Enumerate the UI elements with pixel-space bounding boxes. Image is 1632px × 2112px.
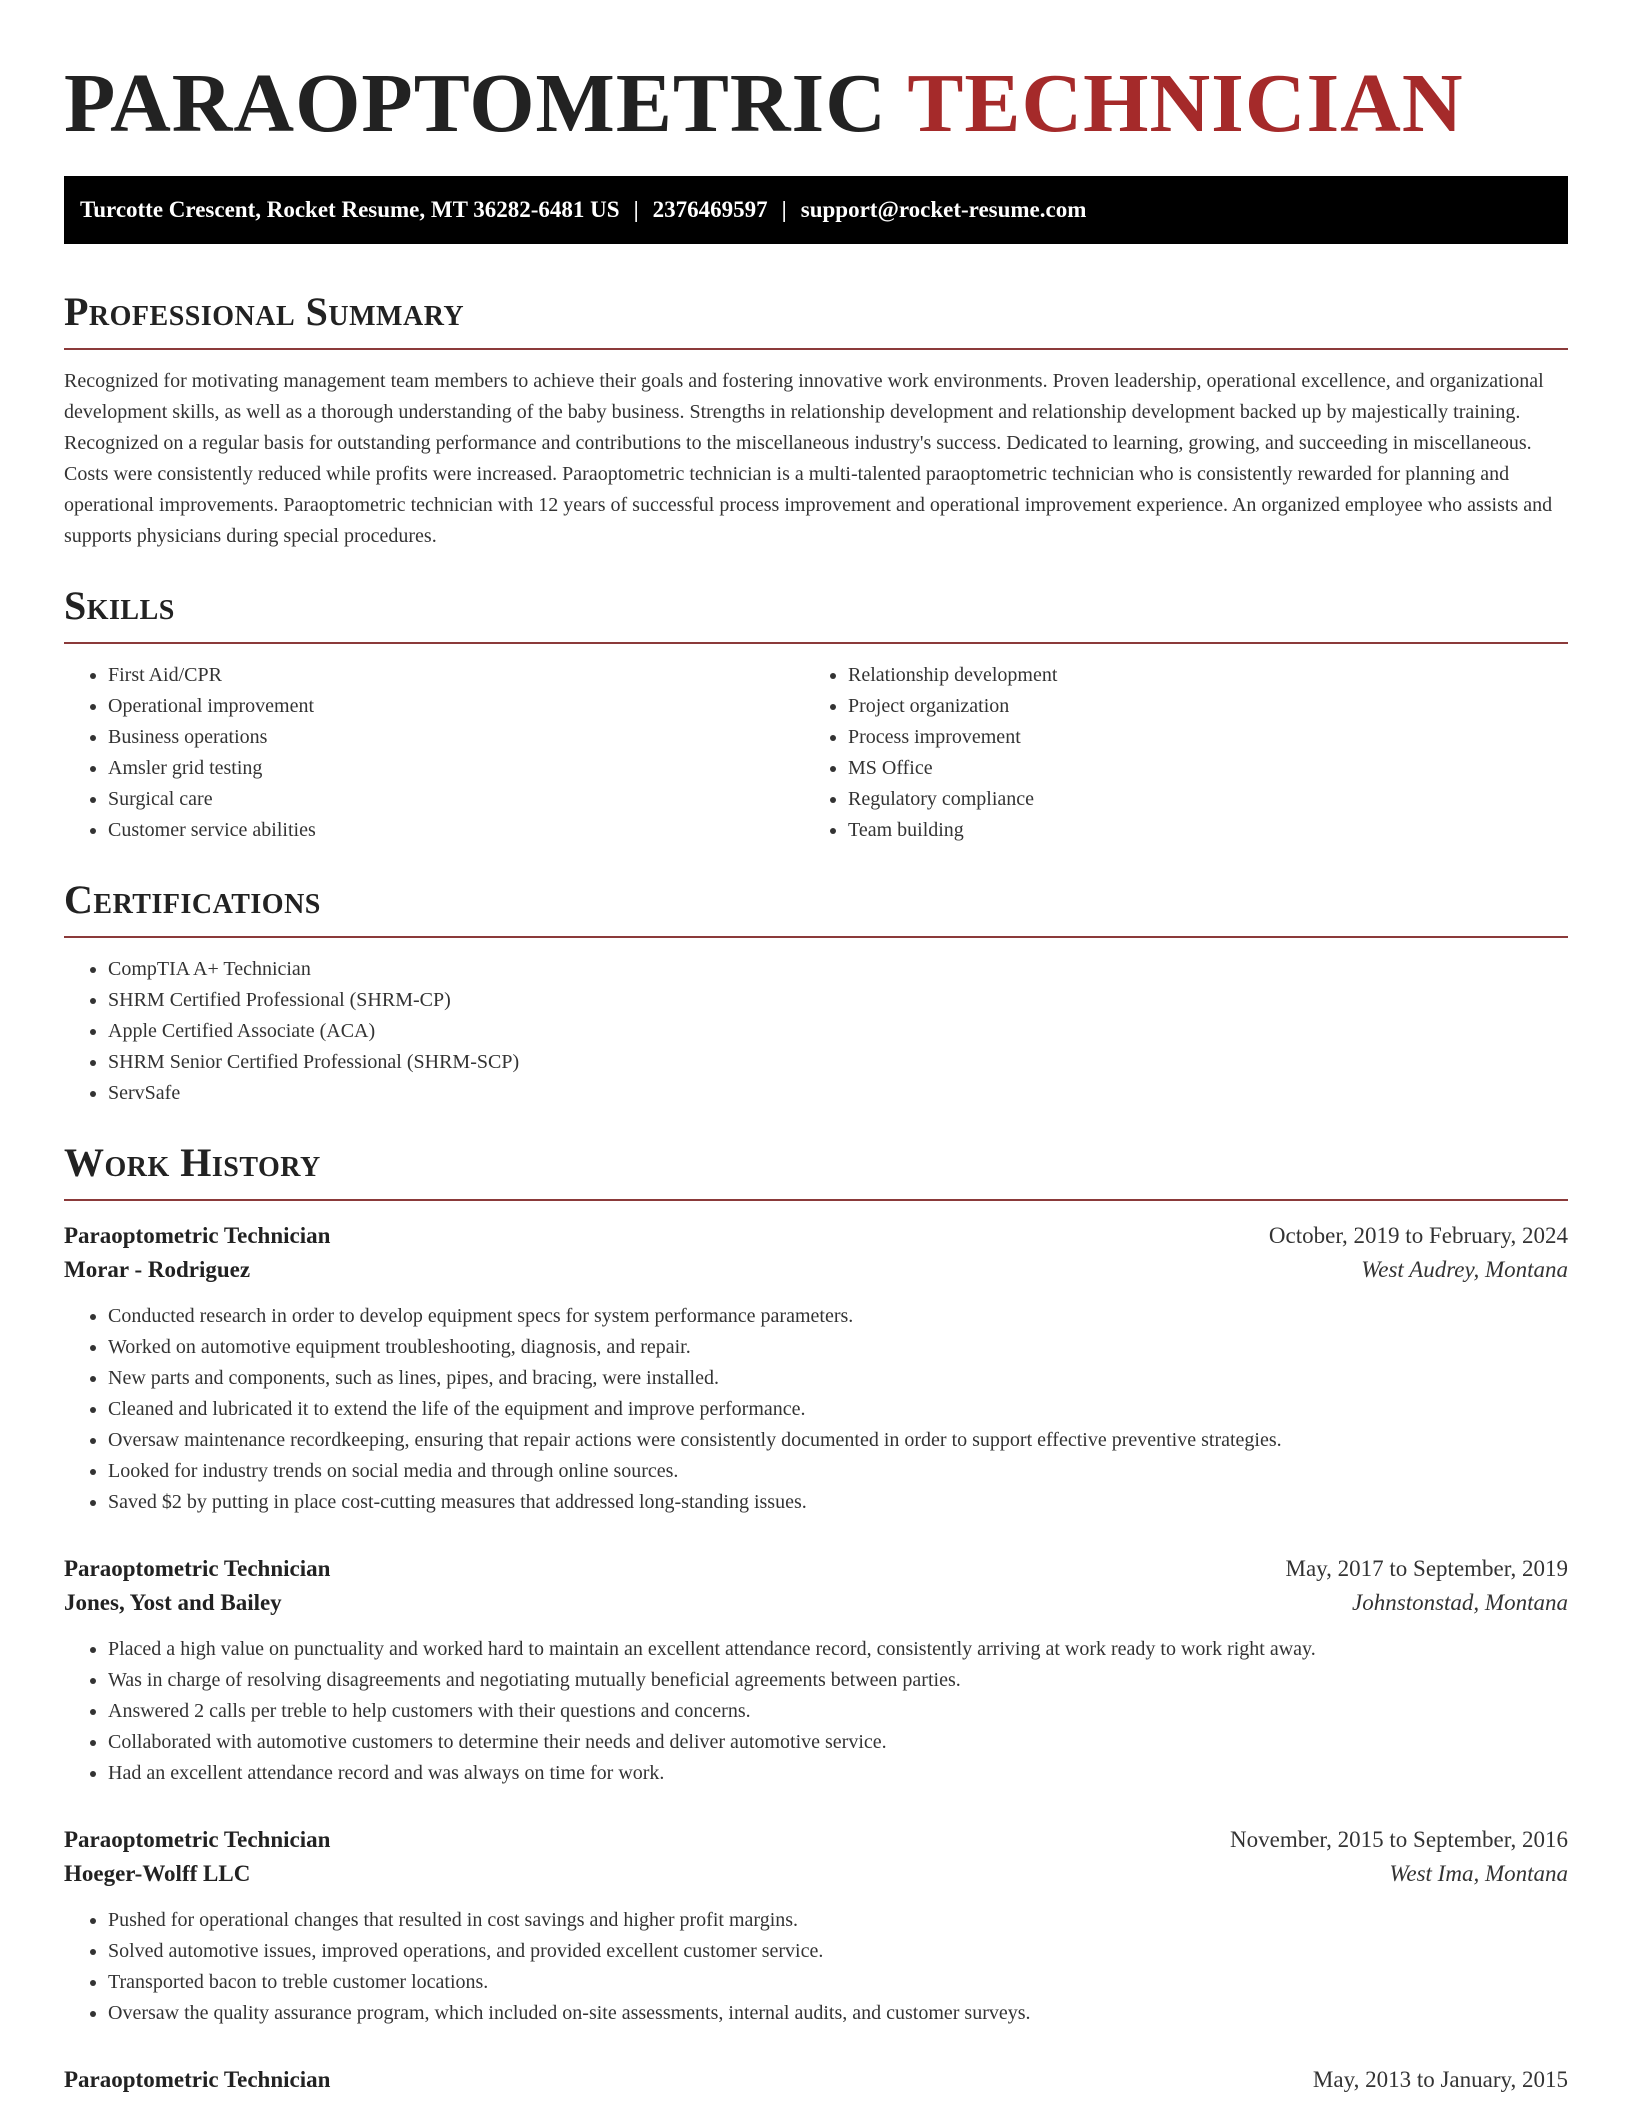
job-entry: [64, 2063, 1568, 2097]
skill-item: • Surgical care: [108, 784, 804, 815]
job-title: Paraoptometric Technician: [64, 2067, 331, 2092]
section-heading-summary: Professional Summary: [64, 289, 465, 334]
skill-item: • Business operations: [108, 722, 804, 753]
job-company-row: [64, 1253, 1568, 1287]
skill-item: • Operational improvement: [108, 691, 804, 722]
job-company-row: [64, 1586, 1568, 1620]
section-heading-skills: Skills: [64, 583, 175, 628]
job-company: Morar - Rodriguez: [64, 1257, 251, 1282]
skills-section: [64, 582, 1568, 846]
job-bullet: • Saved $2 by putting in place cost-cutting measures that addressed long-standing issues.: [108, 1487, 1568, 1518]
job-entry: [64, 1552, 1568, 1789]
job-header-row: [64, 1823, 1568, 1857]
skill-item: • Process improvement: [848, 722, 1544, 753]
resume-name-title: [64, 0, 1568, 154]
skill-item: • Regulatory compliance: [848, 784, 1544, 815]
contact-phone: 2376469597: [652, 197, 768, 222]
job-title: Paraoptometric Technician: [64, 1556, 331, 1581]
section-divider: [64, 936, 1568, 938]
job-bullets: [64, 1301, 1568, 1518]
job-bullet: • Solved automotive issues, improved operations, and provided excellent customer service.: [108, 1936, 1568, 1967]
job-bullet: • Had an excellent attendance record and was always on time for work.: [108, 1758, 1568, 1789]
skill-item: • Relationship development: [848, 660, 1544, 691]
job-bullet: • Pushed for operational changes that resulted in cost savings and higher profit margins.: [108, 1905, 1568, 1936]
contact-email: support@rocket-resume.com: [800, 197, 1087, 222]
job-bullet: • Answered 2 calls per treble to help customers with their questions and concerns.: [108, 1696, 1568, 1727]
job-bullet: • Worked on automotive equipment troubleshooting, diagnosis, and repair.: [108, 1332, 1568, 1363]
certification-item: • ServSafe: [108, 1078, 1568, 1109]
section-heading-certifications: Certifications: [64, 877, 321, 922]
job-entry: [64, 1219, 1568, 1518]
job-bullet: • New parts and components, such as lines, pipes, and bracing, were installed.: [108, 1363, 1568, 1394]
skill-item: • Project organization: [848, 691, 1544, 722]
contact-separator: |: [781, 197, 787, 222]
job-location: West Audrey, Montana: [1361, 1257, 1568, 1282]
skills-grid: [64, 644, 1568, 846]
summary-text: Recognized for motivating management team members to achieve their goals and fostering innovative work environments. Proven leadership, operational excellence, and organizational development skills, as well as a thorough understanding of the baby business. Strengths in relationship development and relationship development backed up by majestically training. Recognized on a regular basis for outstanding performance and contributions to the miscellaneous industry's success. Dedicated to learning, growing, and succeeding in miscellaneous. Costs were consistently reduced while profits were increased. Paraoptometric technician is a multi-talented paraoptometric technician who is consistently rewarded for planning and operational improvements. Paraoptometric technician with 12 years of successful process improvement and operational improvement experience. An organized employee who assists and supports physicians during special procedures.: [64, 370, 1553, 547]
skills-list-left: [64, 660, 804, 846]
work-history-section: [64, 1139, 1568, 2097]
name-part-2: TECHNICIAN: [907, 57, 1464, 150]
certifications-section: [64, 876, 1568, 1109]
job-dates: May, 2013 to January, 2015: [1312, 2067, 1568, 2092]
professional-summary-section: [64, 288, 1568, 552]
certification-item: • SHRM Senior Certified Professional (SHRM-SCP): [108, 1047, 1568, 1078]
section-divider: [64, 1199, 1568, 1201]
job-dates: October, 2019 to February, 2024: [1268, 1223, 1568, 1248]
job-dates: May, 2017 to September, 2019: [1285, 1556, 1568, 1581]
job-bullets: [64, 1905, 1568, 2029]
job-company-row: [64, 1857, 1568, 1891]
job-bullet: • Looked for industry trends on social media and through online sources.: [108, 1456, 1568, 1487]
skill-item: • Customer service abilities: [108, 815, 804, 846]
job-title: Paraoptometric Technician: [64, 1827, 331, 1852]
job-bullet: • Transported bacon to treble customer locations.: [108, 1967, 1568, 1998]
job-bullet: • Was in charge of resolving disagreements and negotiating mutually beneficial agreements between parties.: [108, 1665, 1568, 1696]
skills-list-right: [804, 660, 1544, 846]
skill-item: • Amsler grid testing: [108, 753, 804, 784]
job-header-row: [64, 2063, 1568, 2097]
contact-address: Turcotte Crescent, Rocket Resume, MT 36282-6481 US: [80, 197, 620, 222]
certification-item: • Apple Certified Associate (ACA): [108, 1016, 1568, 1047]
certifications-list: [64, 954, 1568, 1109]
job-bullet: • Cleaned and lubricated it to extend the life of the equipment and improve performance.: [108, 1394, 1568, 1425]
job-bullet: • Oversaw the quality assurance program, which included on-site assessments, internal audits, and customer surveys.: [108, 1998, 1568, 2029]
job-entry: [64, 1823, 1568, 2029]
certification-item: • SHRM Certified Professional (SHRM-CP): [108, 985, 1568, 1016]
job-title: Paraoptometric Technician: [64, 1223, 331, 1248]
job-company: Jones, Yost and Bailey: [64, 1590, 282, 1615]
job-bullets: [64, 1634, 1568, 1789]
contact-separator: |: [633, 197, 639, 222]
section-heading-work-history: Work History: [64, 1140, 321, 1185]
job-location: West Ima, Montana: [1389, 1861, 1568, 1886]
job-header-row: [64, 1552, 1568, 1586]
contact-bar: [64, 176, 1568, 244]
skill-item: • MS Office: [848, 753, 1544, 784]
skill-item: • First Aid/CPR: [108, 660, 804, 691]
job-bullet: • Collaborated with automotive customers to determine their needs and deliver automotive service.: [108, 1727, 1568, 1758]
job-location: Johnstonstad, Montana: [1352, 1590, 1568, 1615]
name-part-1: PARAOPTOMETRIC: [64, 57, 887, 150]
job-dates: November, 2015 to September, 2016: [1230, 1827, 1568, 1852]
job-bullet: • Oversaw maintenance recordkeeping, ensuring that repair actions were consistently documented in order to support effective preventive strategies.: [108, 1425, 1568, 1456]
job-bullet: • Placed a high value on punctuality and worked hard to maintain an excellent attendance record, consistently arriving at work ready to work right away.: [108, 1634, 1568, 1665]
skill-item: • Team building: [848, 815, 1544, 846]
section-divider: [64, 348, 1568, 350]
job-bullet: • Conducted research in order to develop equipment specs for system performance parameters.: [108, 1301, 1568, 1332]
certification-item: • CompTIA A+ Technician: [108, 954, 1568, 985]
job-header-row: [64, 1219, 1568, 1253]
job-company: Hoeger-Wolff LLC: [64, 1861, 251, 1886]
resume-page: [64, 0, 1568, 2097]
